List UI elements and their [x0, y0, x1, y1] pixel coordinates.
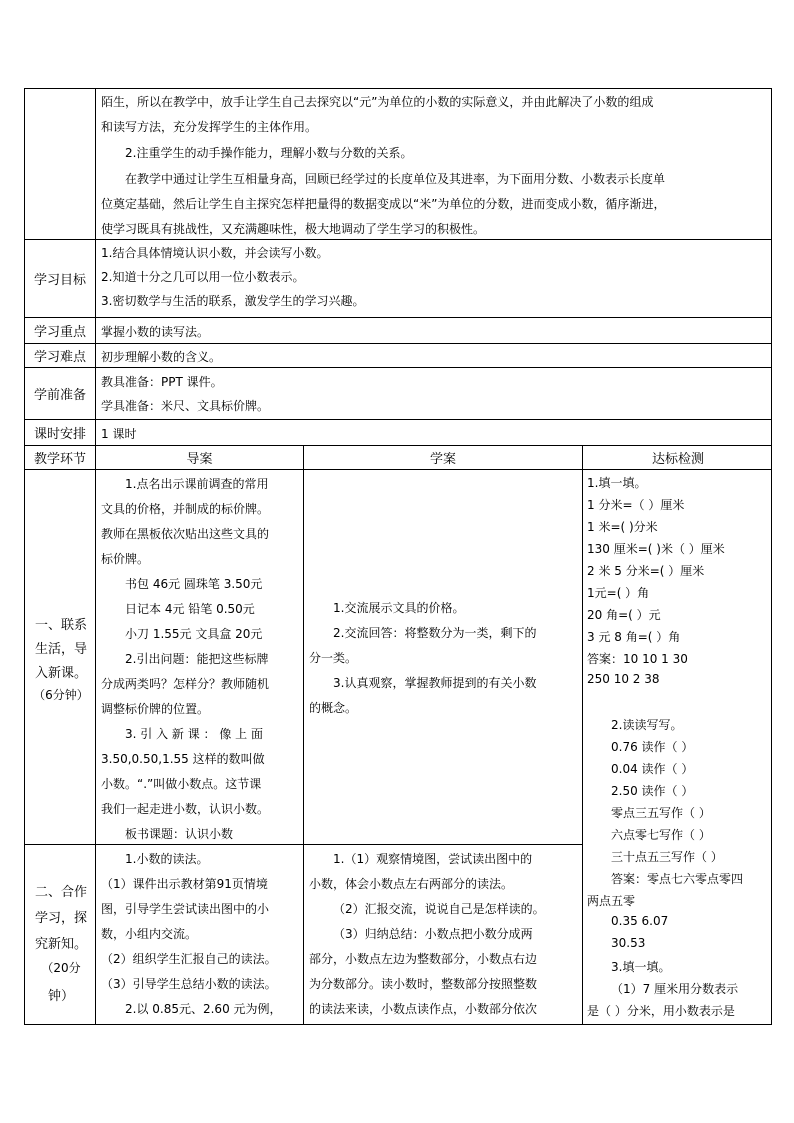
guide-line: （2）组织学生汇报自己的读法。 — [101, 952, 277, 966]
label-line: 钟） — [47, 989, 74, 1004]
answer-line: 两点五零 — [587, 894, 636, 908]
study-line: 小数，体会小数点左右两部分的读法。 — [309, 877, 514, 891]
check-line: 1元=( ）角 — [587, 586, 650, 600]
difficulty-label: 学习难点 — [33, 350, 86, 365]
guide-line: 日记本 4元 铅笔 0.50元 — [125, 602, 255, 616]
difficulty-content: 初步理解小数的含义。 — [101, 350, 222, 364]
guide-line: 分成两类吗？怎样分？教师随机 — [101, 677, 270, 691]
guide-line: 小数。“.”叫做小数点。这节课 — [101, 777, 262, 791]
check-line: 1.填一填。 — [587, 476, 647, 490]
check-line: 2 米 5 分米=( ）厘米 — [587, 564, 705, 578]
answer-line: 答案：10 10 1 30 — [587, 652, 688, 666]
check-line: 0.04 读作（ ） — [611, 762, 694, 776]
study-line: 部分，小数点左边为整数部分，小数点右边 — [309, 952, 538, 966]
label-line: 生活，导 — [34, 642, 87, 657]
section1-guide — [101, 475, 301, 843]
guide-line: 2.引出问题：能把这些标牌 — [125, 652, 269, 666]
label-line: 学习，探 — [34, 911, 87, 926]
guide-line: 书包 46元 圆珠笔 3.50元 — [125, 577, 263, 591]
check-line: 三十点五三写作（ ） — [611, 850, 723, 864]
check-line: 2.50 读作（ ） — [611, 784, 694, 798]
check-line: 2.读读写写。 — [611, 718, 683, 732]
section2-study — [309, 850, 579, 1024]
schedule-content: 1 课时 — [101, 427, 137, 441]
goal-item: 3.密切数学与生活的联系，激发学生的学习兴趣。 — [101, 294, 365, 308]
goals-label: 学习目标 — [33, 273, 86, 288]
prep-item: 教具准备：PPT 课件。 — [101, 375, 223, 389]
guide-line: 教师在黑板依次贴出这些文具的 — [101, 527, 270, 541]
guide-line: 标价牌。 — [101, 552, 150, 566]
text-line: 使学习既具有挑战性，又充满趣味性，极大地调动了学生学习的积极性。 — [101, 222, 486, 236]
label-line: 究新知。 — [34, 937, 87, 952]
check-line: 1 分米=（ ）厘米 — [587, 498, 685, 512]
lesson-plan-table — [24, 88, 772, 1025]
guide-line: （1）课件出示教材第91页情境 — [101, 877, 268, 891]
text-line: 陌生，所以在教学中，放手让学生自己去探究以“元”为单位的小数的实际意义，并由此解决了小数的组成 — [101, 95, 654, 109]
guide-line: 我们一起走进小数，认识小数。 — [101, 802, 270, 816]
label-line: （20分 — [41, 961, 81, 975]
preparation-content — [101, 373, 769, 418]
label-line: （6分钟） — [33, 688, 89, 702]
guide-line: 图，引导学生尝试读出图中的小 — [101, 902, 270, 916]
answer-line: 250 10 2 38 — [587, 672, 660, 686]
check-line: 0.76 读作（ ） — [611, 740, 694, 754]
guide-line: 数，小组内交流。 — [101, 927, 198, 941]
guide-line: 小刀 1.55元 文具盒 20元 — [125, 627, 263, 641]
check-line: 是（ ）分米，用小数表示是 — [587, 1004, 735, 1018]
key-point-label: 学习重点 — [33, 325, 86, 340]
guide-line: 3.50,0.50,1.55 这样的数叫做 — [101, 752, 265, 766]
goal-item: 2.知道十分之几可以用一位小数表示。 — [101, 270, 305, 284]
schedule-label: 课时安排 — [33, 427, 86, 442]
label-line: 一、联系 — [34, 618, 87, 633]
key-point-content: 掌握小数的读写法。 — [101, 325, 210, 339]
study-line: 的概念。 — [309, 701, 358, 715]
check-line: 1 米=( )分米 — [587, 520, 658, 534]
section2-guide — [101, 850, 301, 1024]
label-line: 入新课。 — [34, 666, 87, 681]
check-line: 3.填一填。 — [611, 960, 671, 974]
guide-line: 1.点名出示课前调查的常用 — [125, 477, 269, 491]
goals-content — [101, 244, 769, 316]
section1-study — [309, 599, 579, 739]
guide-line: 调整标价牌的位置。 — [101, 702, 210, 716]
section1-label — [27, 614, 95, 719]
check-line: 零点三五写作（ ） — [611, 806, 711, 820]
goal-item: 1.结合具体情境认识小数，并会读写小数。 — [101, 246, 329, 260]
guide-line: 3. 引 入 新 课 ： 像 上 面 — [125, 727, 263, 741]
guide-line: 文具的价格，并制成的标价牌。 — [101, 502, 270, 516]
prep-item: 学具准备：米尺、文具标价牌。 — [101, 399, 270, 413]
label-line: 二、合作 — [34, 885, 87, 900]
check-line: 3 元 8 角=( ）角 — [587, 630, 681, 644]
study-line: 为分数部分。读小数时，整数部分按照整数 — [309, 977, 538, 991]
study-line: （3）归纳总结：小数点把小数分成两 — [333, 927, 533, 941]
section2-label — [27, 881, 95, 1011]
guide-line: 2.以 0.85元、2.60 元为例， — [125, 1002, 282, 1016]
header-assessment: 达标检测 — [651, 452, 704, 467]
assessment-content — [587, 474, 771, 1025]
guide-line: 1.小数的读法。 — [125, 852, 209, 866]
study-line: 1.交流展示文具的价格。 — [333, 601, 465, 615]
study-line: 2.交流回答：将整数分为一类，剩下的 — [333, 626, 537, 640]
check-line: 六点零七写作（ ） — [611, 828, 711, 842]
study-line: （2）汇报交流，说说自己是怎样读的。 — [333, 902, 545, 916]
header-guide-plan: 导案 — [186, 452, 213, 467]
check-line: （1）7 厘米用分数表示 — [611, 982, 739, 996]
check-line: 130 厘米=( )米（ ）厘米 — [587, 542, 725, 556]
study-line: 1.（1）观察情境图，尝试读出图中的 — [333, 852, 533, 866]
text-line: 位奠定基础，然后让学生自主探究怎样把量得的数据变成以“米”为单位的分数，进而变成小数，循序渐进， — [101, 197, 666, 211]
guide-line: （3）引导学生总结小数的读法。 — [101, 977, 277, 991]
check-line: 20 角=( ）元 — [587, 608, 661, 622]
answer-line: 0.35 6.07 — [611, 914, 669, 928]
text-line: 和读写方法，充分发挥学生的主体作用。 — [101, 120, 318, 134]
text-line: 在教学中通过让学生互相量身高，回顾已经学过的长度单位及其进率，为下面用分数、小数表示长度单 — [125, 172, 666, 186]
guide-line: 板书课题：认识小数 — [125, 827, 234, 841]
header-teaching-stage: 教学环节 — [33, 452, 86, 467]
study-line: 3.认真观察，掌握教师提到的有关小数 — [333, 676, 537, 690]
header-study-plan: 学案 — [429, 452, 456, 467]
preparation-label: 学前准备 — [33, 388, 86, 403]
reflection-text — [101, 93, 769, 238]
study-line: 的读法来读，小数点读作点，小数部分依次 — [309, 1002, 538, 1016]
answer-line: 答案：零点七六零点零四 — [611, 872, 744, 886]
text-line: 2.注重学生的动手操作能力，理解小数与分数的关系。 — [125, 146, 413, 160]
study-line: 分一类。 — [309, 651, 358, 665]
answer-line: 30.53 — [611, 936, 646, 950]
